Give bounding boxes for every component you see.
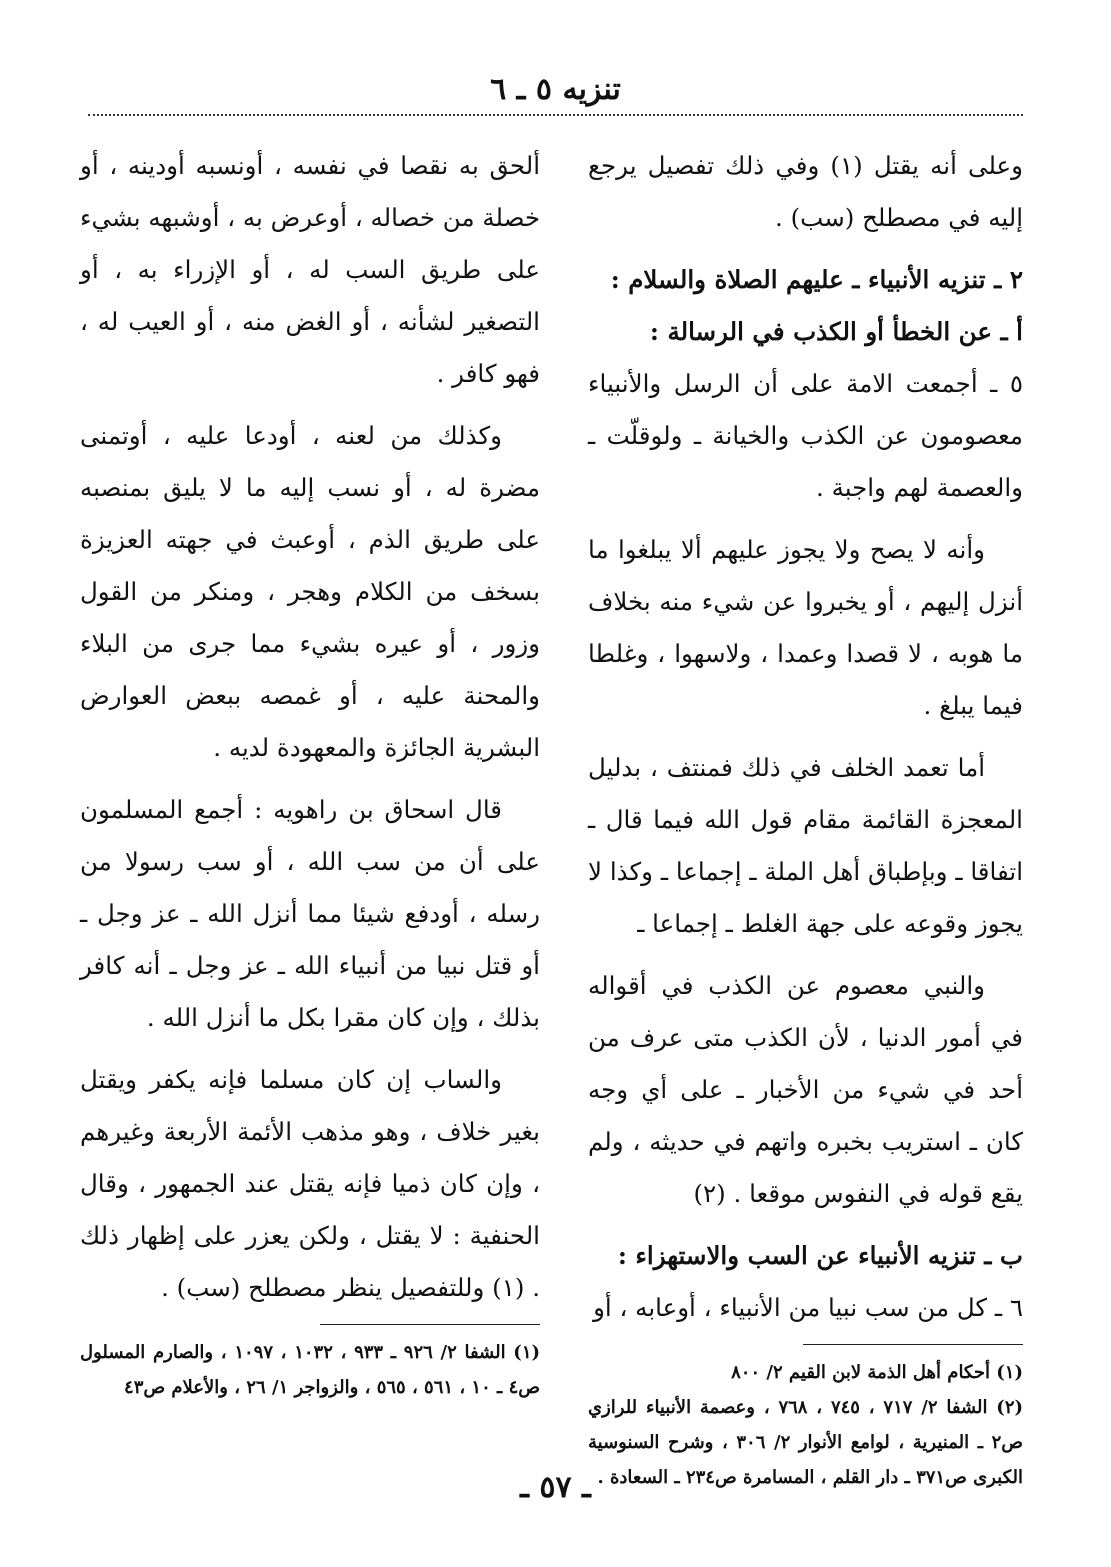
right-column (588, 140, 1023, 1495)
paragraph: وكذلك من لعنه ، أودعا عليه ، أوتمنى مضرة له ، أو نسب إليه ما لا يليق بمنصبه على طريق الذم ، أوعبث في جهته العزيزة بسخف من الكلام وهجر ، ومنكر من القول وزور ، أو عيره بشيء مما جرى من البلاء والمحنة عليه ، أو غمصه ببعض العوارض البشرية الجائزة والمعهودة لديه . (80, 421, 540, 762)
paragraph: والساب إن كان مسلما فإنه يكفر ويقتل بغير خلاف ، وهو مذهب الأئمة الأربعة وغيرهم ، وإن كان ذميا فإنه يقتل عند الجمهور ، وقال الحنفية : لا يقتل ، ولكن يعزر على إظهار ذلك . (١) وللتفصيل ينظر مصطلح (سب) . (80, 1065, 540, 1302)
header-divider (88, 114, 1023, 116)
running-header: تنزيه ٥ ـ ٦ (490, 72, 621, 107)
footnote-divider (320, 1324, 540, 1325)
paragraph: وعلى أنه يقتل (١) وفي ذلك تفصيل يرجع إليه في مصطلح (سب) . (588, 151, 1023, 232)
footnote-divider (803, 1344, 1023, 1345)
paragraph: وأنه لا يصح ولا يجوز عليهم ألا يبلغوا ما أنزل إليهم ، أو يخبروا عن شيء منه بخلاف ما هوبه ، لا قصدا وعمدا ، ولاسهوا ، وغلطا فيما يبلغ . (588, 535, 1023, 720)
paragraph: ٥ ـ أجمعت الامة على أن الرسل والأنبياء معصومون عن الكذب والخيانة ـ ولوقلّت ـ والعصمة لهم واجبة . (588, 369, 1023, 502)
subsection-heading: ب ـ تنزيه الأنبياء عن السب والاستهزاء : (617, 1241, 1023, 1270)
footnote: (١) أحكام أهل الذمة لابن القيم ٢/ ٨٠٠ (731, 1362, 1023, 1383)
paragraph: ٦ ـ كل من سب نبيا من الأنبياء ، أوعابه ، أو (593, 1293, 1023, 1322)
footnotes (80, 1335, 540, 1405)
page-number: ـ ٥٧ ـ (520, 1470, 591, 1505)
paragraph: ألحق به نقصا في نفسه ، أونسبه أودينه ، أو خصلة من خصاله ، أوعرض به ، أوشبهه بشيء على طريق السب له ، أو الإزراء به ، أو التصغير لشأنه ، أو الغض منه ، أو العيب له ، فهو كافر . (80, 151, 540, 388)
subsection-heading: أ ـ عن الخطأ أو الكذب في الرسالة : (649, 317, 1023, 346)
paragraph: أما تعمد الخلف في ذلك فمنتف ، بدليل المعجزة القائمة مقام قول الله فيما قال ـ اتفاقا ـ وبإطباق أهل الملة ـ إجماعا ـ وكذا لا يجوز وقوعه على جهة الغلط ـ إجماعا ـ (588, 753, 1023, 938)
footnote: (٢) الشفا ٢/ ٧١٧ ، ٧٤٥ ، ٧٦٨ ، وعصمة الأنبياء للرازي ص٢ ـ المنيرية ، لوامع الأنوار ٢/ ٣٠٦ ، وشرح السنوسية الكبرى ص٣٧١ ـ دار القلم ، المسامرة ص٢٣٤ ـ السعادة . (588, 1397, 1024, 1488)
paragraph: قال اسحاق بن راهويه : أجمع المسلمون على أن من سب الله ، أو سب رسولا من رسله ، أودفع شيئا مما أنزل الله ـ عز وجل ـ أو قتل نبيا من أنبياء الله ـ عز وجل ـ أنه كافر بذلك ، وإن كان مقرا بكل ما أنزل الله . (80, 795, 540, 1032)
paragraph: والنبي معصوم عن الكذب في أقواله في أمور الدنيا ، لأن الكذب متى عرف من أحد في شيء من الأخبار ـ على أي وجه كان ـ استريب بخبره واتهم في حديثه ، ولم يقع قوله في النفوس موقعا . (٢) (588, 971, 1023, 1208)
left-column (80, 140, 540, 1405)
section-heading: ٢ ـ تنزيه الأنبياء ـ عليهم الصلاة والسلام : (610, 265, 1023, 294)
footnote: (١) الشفا ٢/ ٩٢٦ ـ ٩٣٣ ، ١٠٣٢ ، ١٠٩٧ ، والصارم المسلول ص٤ ـ ١٠ ، ٥٦١ ، ٥٦٥ ، والزواجر ١/ ٢٦ ، والأعلام ص٤٣ (80, 1342, 541, 1398)
